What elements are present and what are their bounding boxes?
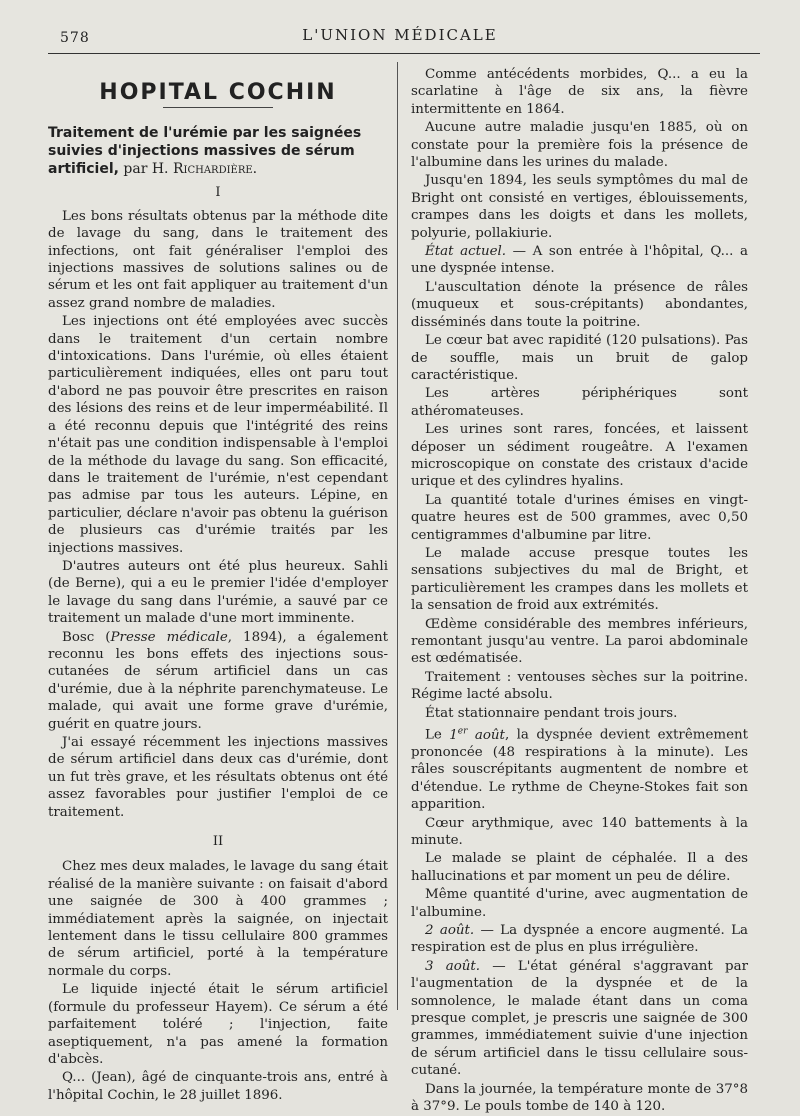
article-title-block	[48, 124, 388, 178]
paragraph: Aucune autre maladie jusqu'en 1885, où on constate pour la première fois la présence de l'albumine dans les urines du malade.	[411, 120, 748, 171]
paragraph: 3 août. — L'état général s'aggravant par l'augmentation de la dyspnée et de la somnolence, le malade étant dans un coma presque complet, je prescris une saignée de 300 grammes, immédiatement suivie d'une injection de sérum artificiel dans le tissu cellulaire sous-cutané.	[411, 958, 748, 1079]
paragraph: Cœur arythmique, avec 140 battements à la minute.	[411, 815, 748, 848]
date-label: 2 août.	[425, 922, 475, 938]
article-author: par H. Richardière.	[123, 161, 258, 178]
paragraph: Le cœur bat avec rapidité (120 pulsations). Pas de souffle, mais un bruit de galop caractéristique.	[411, 333, 748, 383]
paragraph: État stationnaire pendant trois jours.	[425, 705, 678, 721]
paragraph: Jusqu'en 1894, les seuls symptômes du mal de Bright ont consisté en vertiges, éblouissements, crampes dans les doigts et dans les mollets, polyurie, pollakiurie.	[411, 173, 748, 241]
journal-title: L'UNION MÉDICALE	[302, 26, 498, 44]
subheading-italic: État actuel.	[425, 244, 507, 260]
paragraph: Le malade se plaint de céphalée. Il a des hallucinations et par moment un peu de délire.	[411, 851, 748, 884]
paragraph: Dans la journée, la température monte de 37°8 à 37°9. Le pouls tombe de 140 à 120.	[411, 1081, 748, 1115]
column-divider	[397, 62, 398, 1010]
paragraph: J'ai essayé récemment les injections massives de sérum artificiel dans deux cas d'urémie, dont un fut très grave, et les résultats obtenus ont été assez favorables pour justifier l'emploi de ce traitement.	[48, 735, 388, 820]
paragraph: D'autres auteurs ont été plus heureux. Sahli (de Berne), qui a eu le premier l'idée d'employer le lavage du sang dans l'urémie, a sauvé par ce traitement un malade d'une mort imminente.	[48, 558, 388, 627]
paragraph: Œdème considérable des membres inférieurs, remontant jusqu'au ventre. La paroi abdominale est œdématisée.	[411, 616, 748, 667]
right-column	[411, 66, 748, 1116]
paragraph: Chez mes deux malades, le lavage du sang était réalisé de la manière suivante : on faisait d'abord une saignée de 300 à 400 grammes ; immédiatement après la saignée, on injectait lentement dans le tissu cellulaire 800 grammes de sérum artificiel, porté à la température normale du corps.	[48, 859, 388, 979]
article-title: Traitement de l'urémie par les saignées suivies d'injections massives de sérum artificiel,	[48, 125, 362, 178]
paragraph: Le 1er août, la dyspnée devient extrêmement prononcée (48 respirations à la minute). Les râles souscrépitants augmentent de nombre et d'étendue. Le rythme de Cheyne-Stokes fait son apparition.	[411, 726, 748, 813]
paragraph: Les urines sont rares, foncées, et laissent déposer un sédiment rougeâtre. A l'examen microscopique on constate des cristaux d'acide urique et des cylindres hyalins.	[411, 422, 748, 490]
paragraph: La quantité totale d'urines émises en vingt-quatre heures est de 500 grammes, avec 0,50 centigrammes d'albumine par litre.	[411, 492, 748, 543]
paragraph: L'auscultation dénote la présence de râles (muqueux et sous-crépitants) abondantes, disséminés dans toute la poitrine.	[411, 279, 748, 330]
section-number: I	[215, 185, 221, 201]
hospital-heading: HOPITAL COCHIN	[99, 80, 337, 105]
header-rule	[48, 53, 760, 54]
left-column	[48, 62, 388, 1105]
paragraph: Même quantité d'urine, avec augmentation de l'albumine.	[411, 887, 748, 920]
paragraph: Les bons résultats obtenus par la méthode dite de lavage du sang, dans le traitement des infections, ont fait généraliser l'emploi des injections massives de solutions salines ou de sérum et les ont fait appliquer au traitement d'un assez grand nombre de maladies.	[48, 208, 388, 311]
heading-rule	[163, 107, 273, 108]
paragraph: Le liquide injecté était le sérum artificiel (formule du professeur Hayem). Ce sérum a été parfaitement toléré ; l'injection, faite aseptiquement, n'a pas amené la formation d'abcès.	[48, 982, 388, 1067]
paragraph: Traitement : ventouses sèches sur la poitrine. Régime lacté absolu.	[411, 669, 748, 703]
paragraph: 2 août. — La dyspnée a encore augmenté. La respiration est de plus en plus irrégulière.	[411, 922, 748, 956]
paragraph: État actuel. — A son entrée à l'hôpital, Q... a une dyspnée intense.	[411, 244, 748, 277]
paragraph: Les artères périphériques sont athéromateuses.	[411, 386, 748, 419]
paragraph: Comme antécédents morbides, Q... a eu la scarlatine à l'âge de six ans, la fièvre intermittente en 1864.	[411, 67, 748, 117]
section-number: II	[212, 834, 224, 850]
paragraph: Le malade accuse presque toutes les sensations subjectives du mal de Bright, et particulièrement les crampes dans les mollets et la sensation de froid aux extrémités.	[411, 545, 748, 614]
page-number: 578	[60, 30, 90, 46]
paragraph: Q... (Jean), âgé de cinquante-trois ans, entré à l'hôpital Cochin, le 28 juillet 1896.	[48, 1070, 388, 1103]
citation-title: Presse médicale	[110, 629, 228, 645]
paragraph: Bosc (Presse médicale, 1894), a également reconnu les bons effets des injections sous-cutanées de sérum artificiel dans un cas d'urémie, due à la néphrite parenchymateuse. Le malade, qui avait une forme grave d'urémie, guérit en quatre jours.	[48, 629, 388, 732]
paragraph: Les injections ont été employées avec succès dans le traitement d'un certain nombre d'intoxications. Dans l'urémie, où elles étaient particulièrement indiquées, elles ont paru tout d'abord ne pas pouvoir être prescrites en raison des lésions des reins et de leur imperméabilité. Il a été reconnu depuis que l'intégrité des reins n'était pas une condition indispensable à l'emploi de la méthode du lavage du sang. Son efficacité, dans le traitement de l'urémie, n'est cependant pas admise par tous les auteurs. Lépine, en particulier, déclare n'avoir pas obtenu la guérison de plusieurs cas d'urémie traités par les injections massives.	[48, 314, 388, 556]
date-label: 1er août	[449, 726, 505, 743]
date-label: 3 août.	[425, 958, 481, 974]
